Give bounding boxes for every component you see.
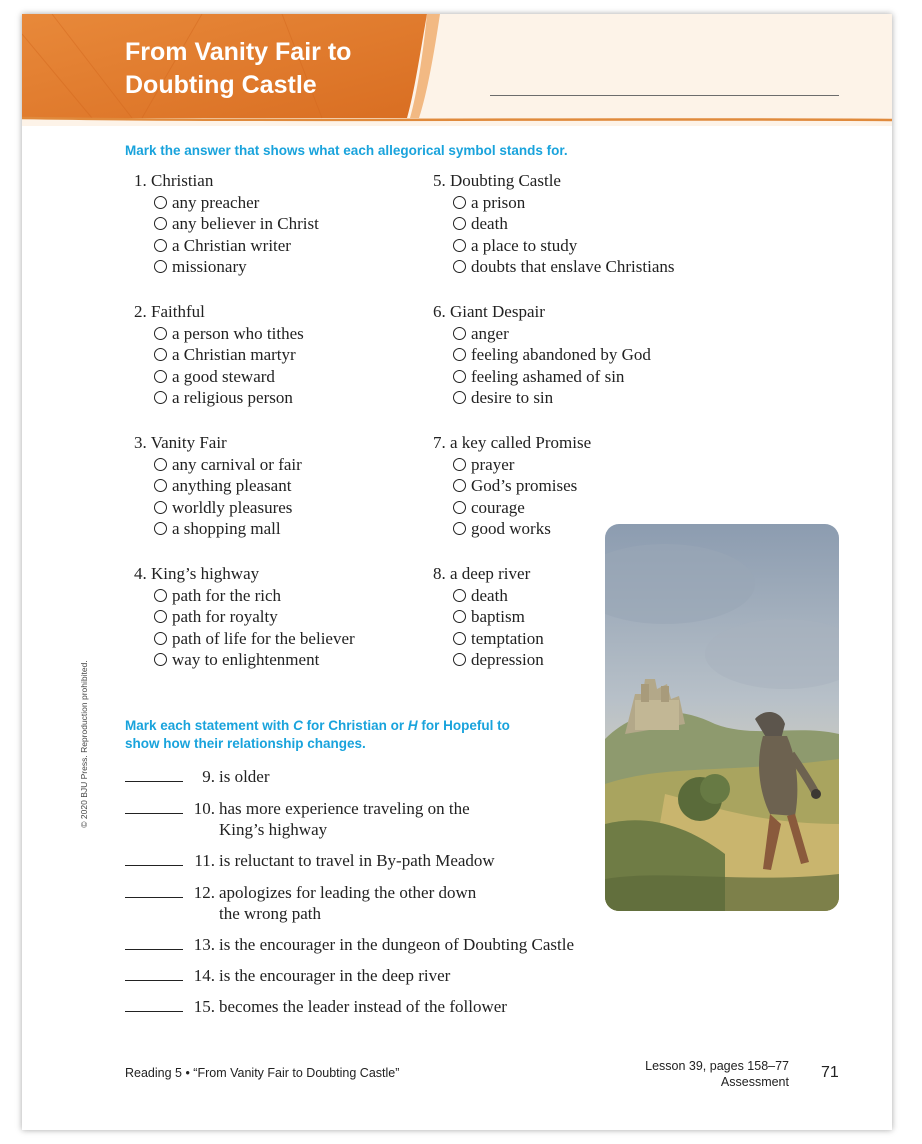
- answer-option[interactable]: a shopping mall: [154, 518, 302, 540]
- radio-bubble-icon[interactable]: [453, 632, 466, 645]
- answer-option[interactable]: courage: [453, 497, 591, 519]
- radio-bubble-icon[interactable]: [453, 260, 466, 273]
- answer-option[interactable]: a person who tithes: [154, 323, 304, 345]
- answer-option[interactable]: good works: [453, 518, 591, 540]
- radio-bubble-icon[interactable]: [154, 610, 167, 623]
- answer-option[interactable]: depression: [453, 649, 544, 671]
- answer-blank[interactable]: [125, 980, 183, 981]
- answer-option[interactable]: a good steward: [154, 366, 304, 388]
- title-line-1: From Vanity Fair to: [125, 38, 352, 66]
- copyright-notice: © 2020 BJU Press. Reproduction prohibited.: [79, 660, 89, 828]
- footer-assessment: Assessment: [720, 1075, 789, 1089]
- answer-option[interactable]: path of life for the believer: [154, 628, 355, 650]
- statement-13: 13. is the encourager in the dungeon of Doubting Castle: [125, 934, 574, 955]
- radio-bubble-icon[interactable]: [453, 239, 466, 252]
- radio-bubble-icon[interactable]: [154, 260, 167, 273]
- answer-option[interactable]: prayer: [453, 454, 591, 476]
- radio-bubble-icon[interactable]: [453, 458, 466, 471]
- section2-instruction: Mark each statement with C for Christian or H for Hopeful to show how their relationship changes.: [125, 718, 510, 751]
- radio-bubble-icon[interactable]: [154, 196, 167, 209]
- answer-option[interactable]: a religious person: [154, 387, 304, 409]
- answer-blank[interactable]: [125, 813, 183, 814]
- answer-option[interactable]: desire to sin: [453, 387, 651, 409]
- question-4: [134, 563, 355, 671]
- radio-bubble-icon[interactable]: [154, 589, 167, 602]
- answer-option[interactable]: worldly pleasures: [154, 497, 302, 519]
- radio-bubble-icon[interactable]: [154, 501, 167, 514]
- radio-bubble-icon[interactable]: [154, 458, 167, 471]
- name-blank-line[interactable]: [490, 95, 839, 96]
- answer-option[interactable]: God’s promises: [453, 475, 591, 497]
- title-line-2: Doubting Castle: [125, 71, 317, 99]
- question-stem: 5. Doubting Castle: [433, 171, 561, 190]
- answer-option[interactable]: feeling ashamed of sin: [453, 366, 651, 388]
- answer-option[interactable]: anger: [453, 323, 651, 345]
- radio-bubble-icon[interactable]: [154, 479, 167, 492]
- answer-option[interactable]: way to enlightenment: [154, 649, 355, 671]
- radio-bubble-icon[interactable]: [154, 217, 167, 230]
- footer-lesson: Lesson 39, pages 158–77: [645, 1059, 789, 1073]
- footer-source: Reading 5 • “From Vanity Fair to Doubting Castle”: [125, 1066, 400, 1080]
- answer-option[interactable]: temptation: [453, 628, 544, 650]
- radio-bubble-icon[interactable]: [453, 370, 466, 383]
- castle-scene-image: [605, 524, 839, 911]
- answer-blank[interactable]: [125, 897, 183, 898]
- question-6: [433, 301, 651, 409]
- answer-option[interactable]: any carnival or fair: [154, 454, 302, 476]
- question-2: [134, 301, 304, 409]
- answer-option[interactable]: path for royalty: [154, 606, 355, 628]
- radio-bubble-icon[interactable]: [453, 501, 466, 514]
- answer-blank[interactable]: [125, 865, 183, 866]
- radio-bubble-icon[interactable]: [154, 348, 167, 361]
- statement-10: 10. has more experience traveling on the King’s highway: [125, 798, 470, 840]
- question-1: [134, 170, 319, 278]
- answer-blank[interactable]: [125, 1011, 183, 1012]
- page-title: [125, 36, 425, 102]
- radio-bubble-icon[interactable]: [453, 348, 466, 361]
- radio-bubble-icon[interactable]: [154, 391, 167, 404]
- statement-9: 9. is older: [125, 766, 270, 787]
- question-stem: 8. a deep river: [433, 564, 531, 583]
- question-3: [134, 432, 302, 540]
- radio-bubble-icon[interactable]: [154, 632, 167, 645]
- answer-option[interactable]: any believer in Christ: [154, 213, 319, 235]
- question-5: [433, 170, 675, 278]
- answer-option[interactable]: path for the rich: [154, 585, 355, 607]
- page-header: [22, 14, 892, 126]
- radio-bubble-icon[interactable]: [453, 391, 466, 404]
- answer-option[interactable]: death: [453, 585, 544, 607]
- answer-option[interactable]: any preacher: [154, 192, 319, 214]
- radio-bubble-icon[interactable]: [154, 239, 167, 252]
- answer-option[interactable]: a prison: [453, 192, 675, 214]
- statement-12: 12. apologizes for leading the other down the wrong path: [125, 882, 476, 924]
- statement-15: 15. becomes the leader instead of the follower: [125, 996, 507, 1017]
- radio-bubble-icon[interactable]: [453, 610, 466, 623]
- answer-option[interactable]: anything pleasant: [154, 475, 302, 497]
- radio-bubble-icon[interactable]: [154, 653, 167, 666]
- answer-option[interactable]: a place to study: [453, 235, 675, 257]
- radio-bubble-icon[interactable]: [154, 522, 167, 535]
- section1-instruction: Mark the answer that shows what each allegorical symbol stands for.: [125, 143, 568, 158]
- radio-bubble-icon[interactable]: [453, 522, 466, 535]
- radio-bubble-icon[interactable]: [154, 370, 167, 383]
- question-stem: 1. Christian: [134, 171, 214, 190]
- radio-bubble-icon[interactable]: [453, 217, 466, 230]
- question-8: [433, 563, 544, 671]
- question-7: [433, 432, 591, 540]
- worksheet-page: [22, 14, 892, 1130]
- answer-option[interactable]: missionary: [154, 256, 319, 278]
- question-stem: 2. Faithful: [134, 302, 205, 321]
- page-number: 71: [821, 1064, 839, 1081]
- answer-option[interactable]: a Christian writer: [154, 235, 319, 257]
- answer-option[interactable]: death: [453, 213, 675, 235]
- answer-blank[interactable]: [125, 949, 183, 950]
- answer-option[interactable]: a Christian martyr: [154, 344, 304, 366]
- radio-bubble-icon[interactable]: [453, 589, 466, 602]
- radio-bubble-icon[interactable]: [453, 196, 466, 209]
- question-stem: 7. a key called Promise: [433, 433, 592, 452]
- question-stem: 4. King’s highway: [134, 564, 260, 583]
- illustration-giant-despair-castle: [605, 524, 839, 911]
- question-stem: 6. Giant Despair: [433, 302, 545, 321]
- footer-lesson-info: [645, 1058, 789, 1090]
- answer-blank[interactable]: [125, 781, 183, 782]
- statement-11: 11. is reluctant to travel in By-path Meadow: [125, 850, 495, 871]
- answer-option[interactable]: feeling abandoned by God: [453, 344, 651, 366]
- radio-bubble-icon[interactable]: [453, 653, 466, 666]
- radio-bubble-icon[interactable]: [154, 327, 167, 340]
- answer-option[interactable]: doubts that enslave Christians: [453, 256, 675, 278]
- statement-14: 14. is the encourager in the deep river: [125, 965, 450, 986]
- answer-option[interactable]: baptism: [453, 606, 544, 628]
- radio-bubble-icon[interactable]: [453, 327, 466, 340]
- question-stem: 3. Vanity Fair: [134, 433, 227, 452]
- radio-bubble-icon[interactable]: [453, 479, 466, 492]
